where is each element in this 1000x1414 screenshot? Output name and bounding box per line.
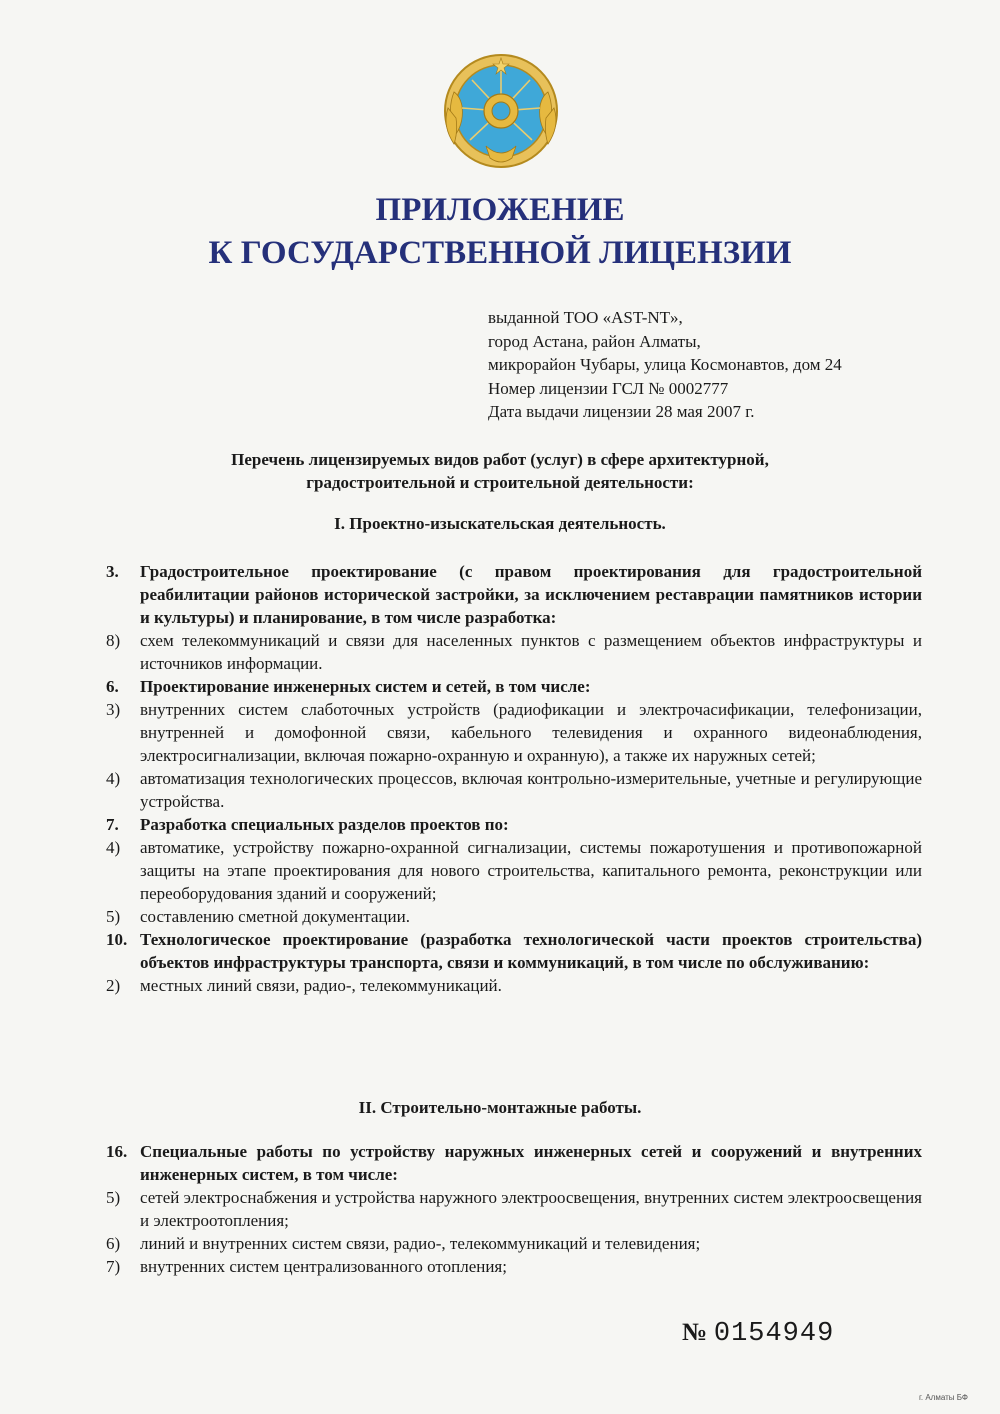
item-text: Разработка специальных разделов проектов по: bbox=[140, 815, 509, 834]
item-number: 5) bbox=[106, 1188, 121, 1207]
item-number: 8) bbox=[106, 631, 121, 650]
list-item bbox=[106, 629, 922, 675]
item-number: 10. bbox=[106, 930, 128, 949]
item-number: 16. bbox=[106, 1142, 128, 1161]
item-text: внутренних систем централизованного отопления; bbox=[140, 1257, 507, 1276]
item-text: Проектирование инженерных систем и сетей, в том числе: bbox=[140, 677, 591, 696]
issuer-city: город Астана, район Алматы, bbox=[488, 331, 701, 351]
item-number: 3) bbox=[106, 700, 121, 719]
item-text: автоматизация технологических процессов, включая контрольно-измерительные, учетные и регулирующие устройства. bbox=[140, 769, 922, 811]
item-number: 6. bbox=[106, 677, 119, 696]
item-number: 5) bbox=[106, 907, 121, 926]
list-item bbox=[106, 675, 922, 698]
license-number: Номер лицензии ГСЛ № 0002777 bbox=[488, 378, 729, 398]
item-number: 3. bbox=[106, 562, 119, 581]
serial-number-digits: 0154949 bbox=[713, 1319, 835, 1349]
item-number: 2) bbox=[106, 976, 121, 995]
item-number: 7) bbox=[106, 1257, 121, 1276]
item-number: 7. bbox=[106, 815, 119, 834]
section2-list bbox=[106, 1140, 922, 1278]
item-text: автоматике, устройству пожарно-охранной сигнализации, системы пожаротушения и противопожарной защиты на этапе проектирования для нового строительства, капитального ремонта, реконструкции или переоборудования зданий и сооружений; bbox=[140, 838, 922, 903]
list-item bbox=[106, 974, 922, 997]
form-serial-number bbox=[682, 1314, 834, 1351]
item-number: 4) bbox=[106, 769, 121, 788]
list-item bbox=[106, 1255, 922, 1278]
section1-list bbox=[106, 560, 922, 997]
list-item bbox=[106, 813, 922, 836]
issuer-address: микрорайон Чубары, улица Космонавтов, дом 24 bbox=[488, 355, 842, 374]
item-number: 6) bbox=[106, 1234, 121, 1253]
list-item bbox=[106, 698, 922, 767]
list-item bbox=[106, 928, 922, 974]
list-item bbox=[106, 836, 922, 905]
section2-title: II. Строительно-монтажные работы. bbox=[358, 1098, 642, 1117]
item-text: Специальные работы по устройству наружных инженерных сетей и сооружений и внутренних инженерных систем, в том числе: bbox=[140, 1142, 922, 1184]
list-item bbox=[106, 1140, 922, 1186]
license-issue-date: Дата выдачи лицензии 28 мая 2007 г. bbox=[488, 402, 755, 421]
state-emblem-icon bbox=[440, 52, 562, 170]
list-item bbox=[106, 1186, 922, 1232]
list-heading-line1: Перечень лицензируемых видов работ (услуг) в сфере архитектурной, bbox=[231, 450, 769, 469]
list-item bbox=[106, 767, 922, 813]
section1-title: I. Проектно-изыскательская деятельность. bbox=[334, 514, 666, 533]
item-text: Градостроительное проектирование (с правом проектирования для градостроительной реабилитации районов исторической застройки, за исключением реставрации памятников истории и культуры) и планирование, в том числе разработка: bbox=[140, 562, 922, 627]
item-text: сетей электроснабжения и устройства наружного электроосвещения, внутренних систем электроосвещения и электроотопления; bbox=[140, 1188, 922, 1230]
item-text: внутренних систем слаботочных устройств (радиофикации и электрочасификации, телефонизации, внутренней и домофонной связи, кабельного телевидения и охранного видеонаблюдения, электросигнализации, включая пожарно-охранную и охранную), а также их наружных сетей; bbox=[140, 700, 922, 765]
item-text: линий и внутренних систем связи, радио-, телекоммуникаций и телевидения; bbox=[140, 1234, 701, 1253]
item-text: местных линий связи, радио-, телекоммуникаций. bbox=[140, 976, 502, 995]
serial-number-sign: № bbox=[682, 1319, 708, 1346]
list-item bbox=[106, 905, 922, 928]
list-item bbox=[106, 1232, 922, 1255]
issuer-company: выданной ТОО «AST-NT», bbox=[488, 308, 683, 327]
item-text: составлению сметной документации. bbox=[140, 907, 410, 926]
item-number: 4) bbox=[106, 838, 121, 857]
document-title-line2: К ГОСУДАРСТВЕННОЙ ЛИЦЕНЗИИ bbox=[208, 235, 792, 271]
printer-mark: г. Алматы БФ bbox=[918, 1393, 968, 1402]
item-text: Технологическое проектирование (разработка технологической части проектов строительства) объектов инфраструктуры транспорта, связи и коммуникаций, в том числе по обслуживанию: bbox=[140, 930, 922, 972]
document-title-line1: ПРИЛОЖЕНИЕ bbox=[375, 192, 625, 228]
list-heading-line2: градостроительной и строительной деятельности: bbox=[306, 473, 694, 492]
issuer-details bbox=[488, 306, 842, 424]
list-heading bbox=[0, 448, 1000, 494]
item-text: схем телекоммуникаций и связи для населенных пунктов с размещением объектов инфраструктуры и источников информации. bbox=[140, 631, 922, 673]
list-item bbox=[106, 560, 922, 629]
